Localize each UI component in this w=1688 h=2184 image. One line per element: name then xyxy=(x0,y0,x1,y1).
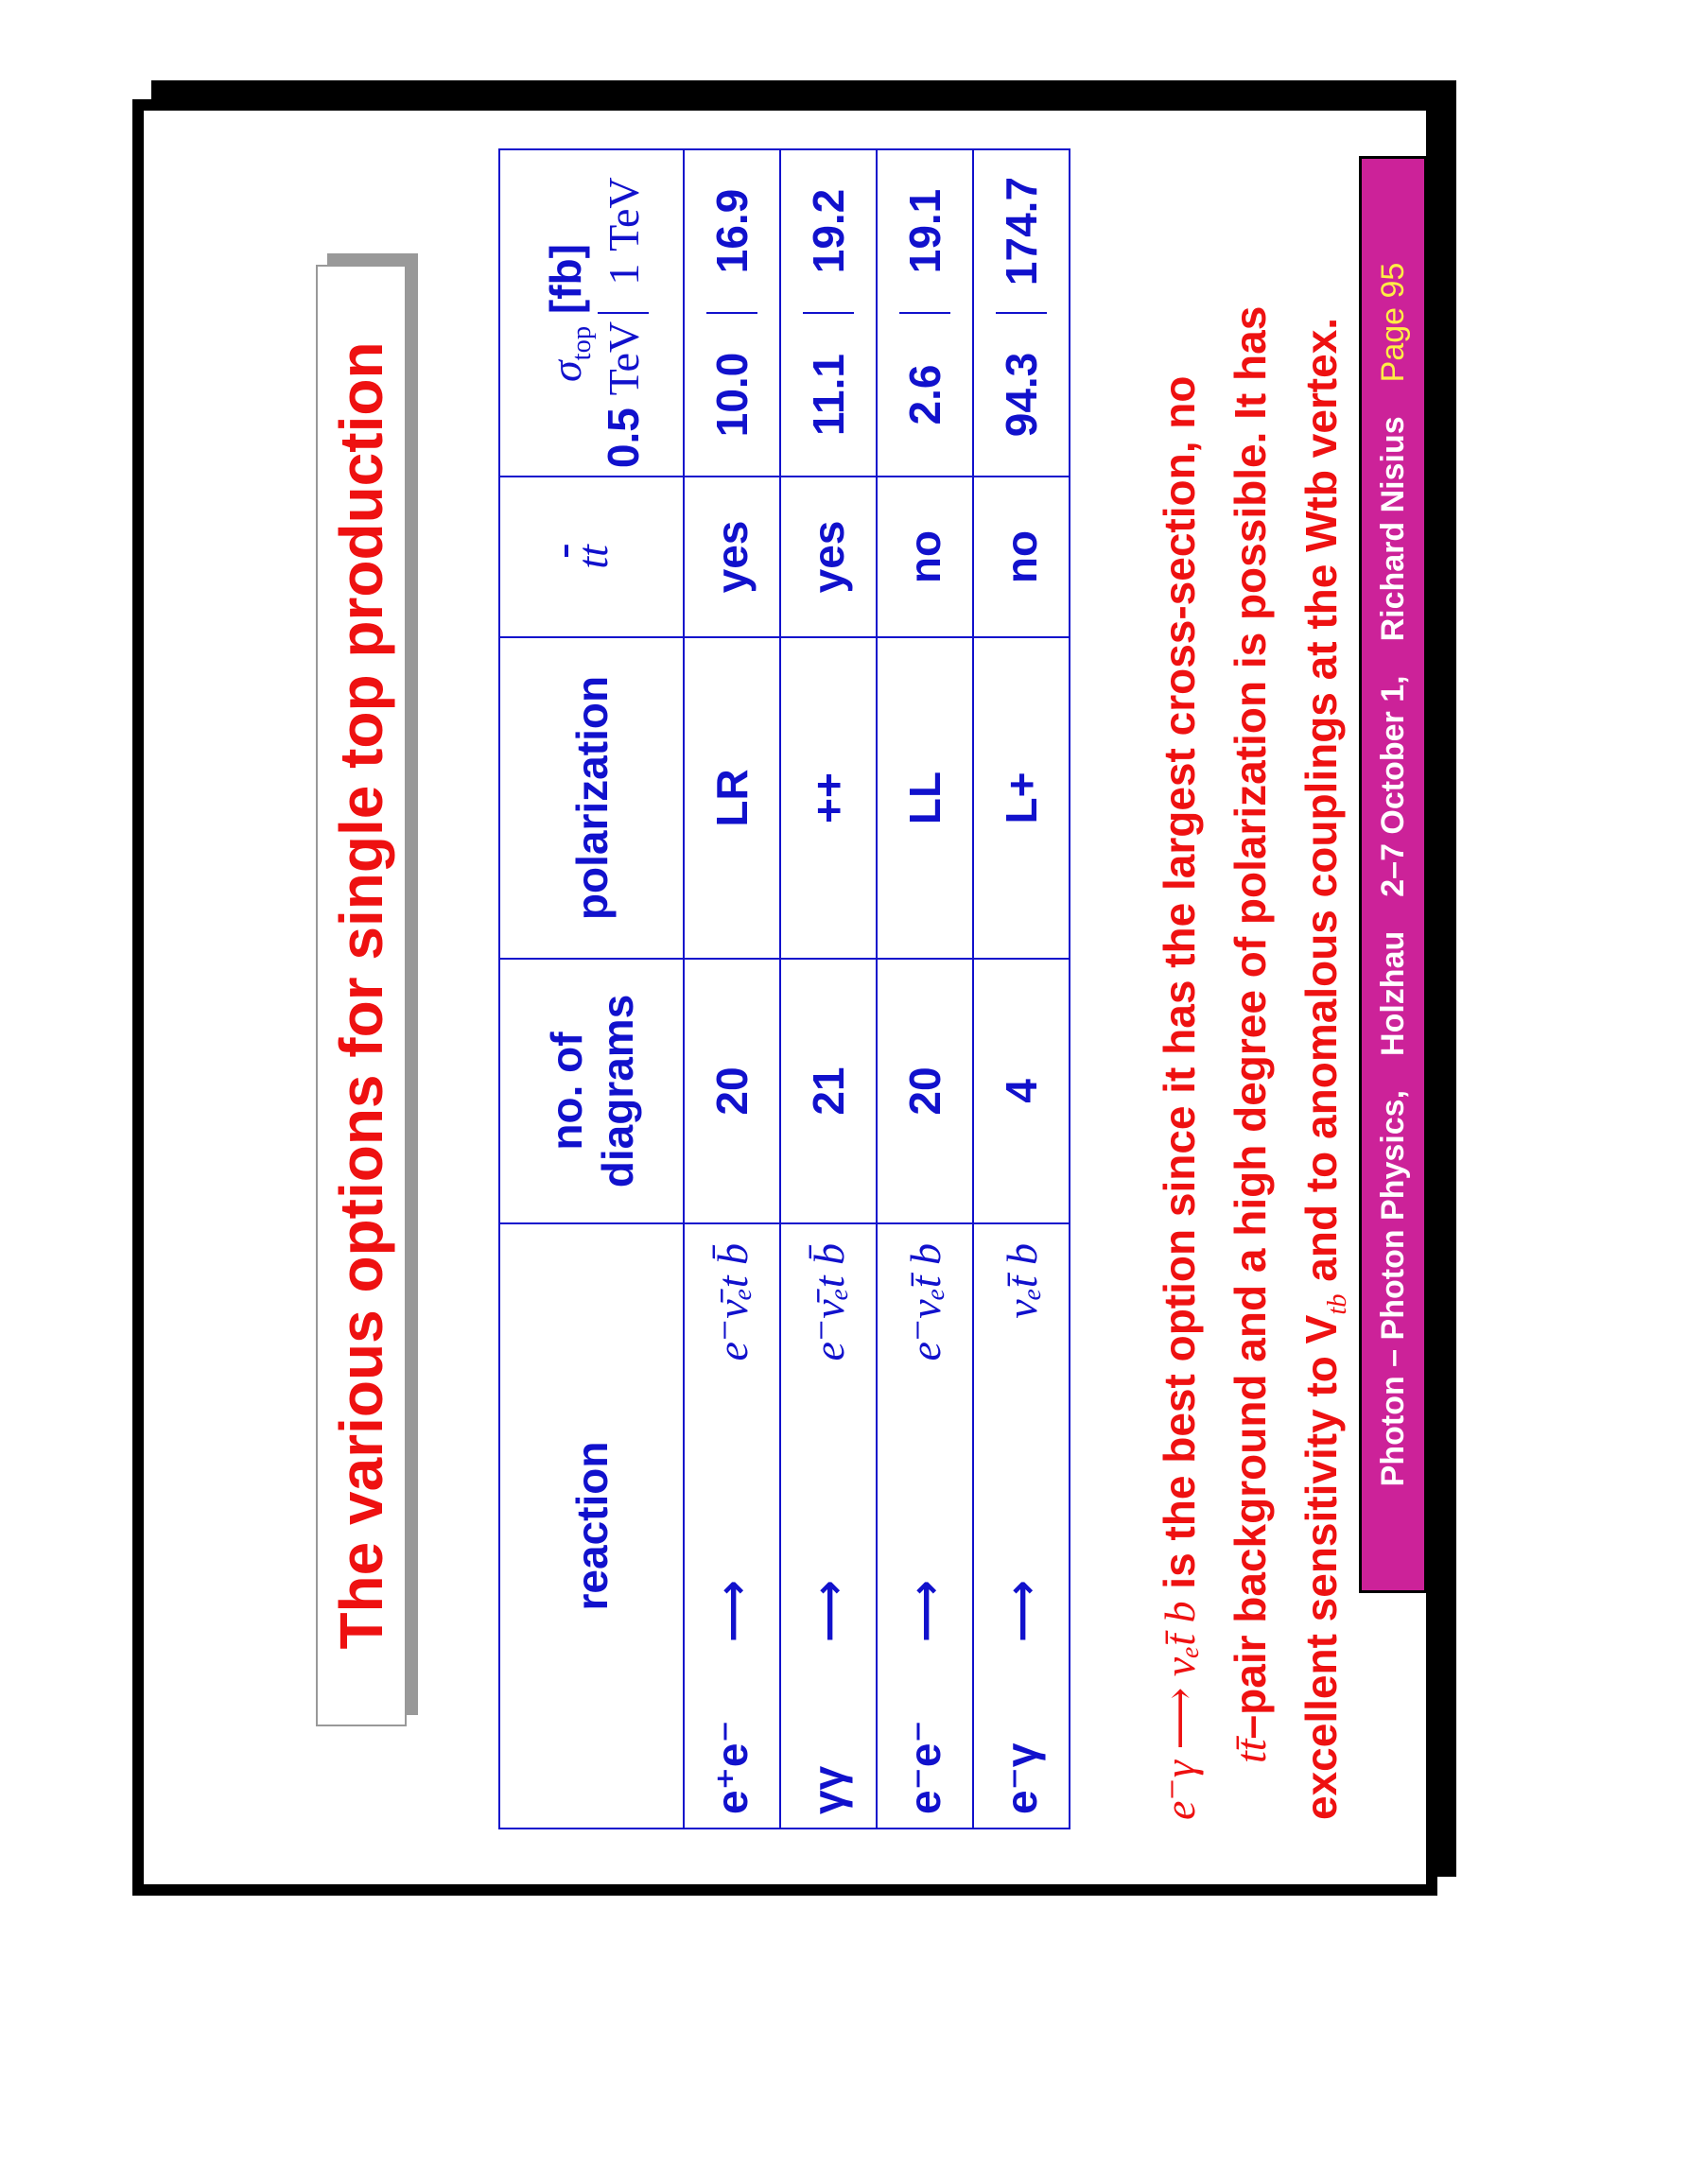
sigma-1-value: 19.2 xyxy=(804,188,853,274)
diagrams-cell: 20 xyxy=(877,959,973,1223)
diagrams-cell: 20 xyxy=(684,959,780,1223)
initial-state: γγ xyxy=(804,1765,853,1814)
ttbar-cell: no xyxy=(973,477,1070,637)
ttbar-cell: no xyxy=(877,477,973,637)
title-box xyxy=(316,265,407,1726)
conclusion-line-1-text: is the best option since it has the largest cross-section, no xyxy=(1155,375,1204,1602)
reaction-cell xyxy=(877,1223,973,1829)
ttbar-cell: yes xyxy=(684,477,780,637)
energy-05-unit: TeV xyxy=(600,321,649,396)
arrow: ⟶ xyxy=(997,1580,1046,1642)
sigma-cell xyxy=(877,149,973,477)
conclusion-text xyxy=(1144,213,1373,1820)
cross-section-table xyxy=(498,148,1070,1829)
initial-state: e⁺e⁻ xyxy=(707,1720,757,1814)
footer-page-number: Page 95 xyxy=(1374,262,1411,383)
sigma-cell xyxy=(684,149,780,477)
header-reaction: reaction xyxy=(499,1223,684,1829)
table-row xyxy=(973,149,1070,1829)
header-sigma xyxy=(499,149,684,477)
final-state: e⁻ν̄ₑt b̄ xyxy=(708,1243,757,1361)
slide xyxy=(132,80,1456,1896)
header-ttbar xyxy=(499,477,684,637)
header-diagrams-line2: diagrams xyxy=(592,994,642,1188)
polarization-cell: L+ xyxy=(973,637,1070,959)
energy-1-unit: TeV xyxy=(600,177,649,251)
table-row xyxy=(684,149,780,1829)
header-diagrams-line1: no. of xyxy=(541,1031,591,1151)
ttbar-cell: yes xyxy=(780,477,877,637)
footer-talk: Photon – Photon Physics, xyxy=(1374,1089,1411,1487)
footer-author: Richard Nisius xyxy=(1374,416,1411,642)
page-title: The various options for single top production xyxy=(327,341,395,1650)
initial-state: e⁻γ xyxy=(997,1742,1046,1814)
conclusion-reaction: e⁻γ ⟶ νₑt̄ b xyxy=(1156,1601,1204,1820)
arrow: ⟶ xyxy=(707,1580,757,1642)
reaction-cell xyxy=(684,1223,780,1829)
reaction-cell xyxy=(973,1223,1070,1829)
polarization-cell: LR xyxy=(684,637,780,959)
sigma-subscript: top xyxy=(567,325,598,361)
table-row xyxy=(877,149,973,1829)
sigma-1-value: 16.9 xyxy=(707,188,757,274)
sigma-05-value: 10.0 xyxy=(706,312,757,476)
polarization-cell: LL xyxy=(877,637,973,959)
final-state: e⁻ν̄ₑt b̄ xyxy=(805,1243,853,1361)
header-sigma-label xyxy=(534,150,598,476)
conclusion-line-2 xyxy=(1215,213,1286,1820)
arrow: ⟶ xyxy=(804,1580,853,1642)
arrow: ⟶ xyxy=(900,1580,949,1642)
header-polarization: polarization xyxy=(499,637,684,959)
header-ttbar-tbar: $\overline{t}$ xyxy=(567,545,617,557)
header-energies xyxy=(598,150,649,476)
energy-1-value: 1 xyxy=(600,263,649,286)
sigma-cell xyxy=(780,149,877,477)
conclusion-line-1 xyxy=(1144,213,1215,1820)
energy-05-value: 0.5 xyxy=(599,407,649,469)
sigma-05-value: 94.3 xyxy=(996,312,1047,476)
sigma-unit: [fb] xyxy=(540,244,590,315)
header-energy-1 xyxy=(598,150,649,312)
conclusion-line-3-text: and to anomalous couplings at the Wtb vertex. xyxy=(1296,317,1346,1294)
sigma-cell xyxy=(973,149,1070,477)
sigma-1-value: 174.7 xyxy=(997,176,1046,286)
header-energy-05 xyxy=(598,312,649,476)
conclusion-ttbar: tt̄ xyxy=(1227,1739,1275,1763)
polarization-cell: ++ xyxy=(780,637,877,959)
conclusion-line-3-start: excellent sensitivity to V xyxy=(1296,1314,1346,1820)
sigma-symbol: σ xyxy=(541,360,590,382)
footer-bar xyxy=(1359,156,1427,1593)
sigma-1-value: 19.1 xyxy=(900,188,949,274)
final-state: e⁻νₑt̄ b xyxy=(901,1243,949,1361)
reaction-cell xyxy=(780,1223,877,1829)
table-row xyxy=(780,149,877,1829)
footer-dates: 2–7 October 1, xyxy=(1374,675,1411,897)
sigma-05-value: 11.1 xyxy=(803,312,854,476)
table-header-row xyxy=(499,149,684,1829)
conclusion-vtb-subscript: tb xyxy=(1323,1293,1353,1315)
header-ttbar-t: t xyxy=(567,557,617,569)
footer-venue: Holzhau xyxy=(1374,930,1411,1056)
diagrams-cell: 4 xyxy=(973,959,1070,1223)
sigma-05-value: 2.6 xyxy=(899,312,950,476)
final-state: νₑt̄ b xyxy=(997,1243,1046,1319)
diagrams-cell: 21 xyxy=(780,959,877,1223)
initial-state: e⁻e⁻ xyxy=(900,1720,949,1814)
header-diagrams xyxy=(499,959,684,1223)
conclusion-line-2-text: –pair background and a high degree of polarization is possible. It has xyxy=(1226,305,1275,1740)
